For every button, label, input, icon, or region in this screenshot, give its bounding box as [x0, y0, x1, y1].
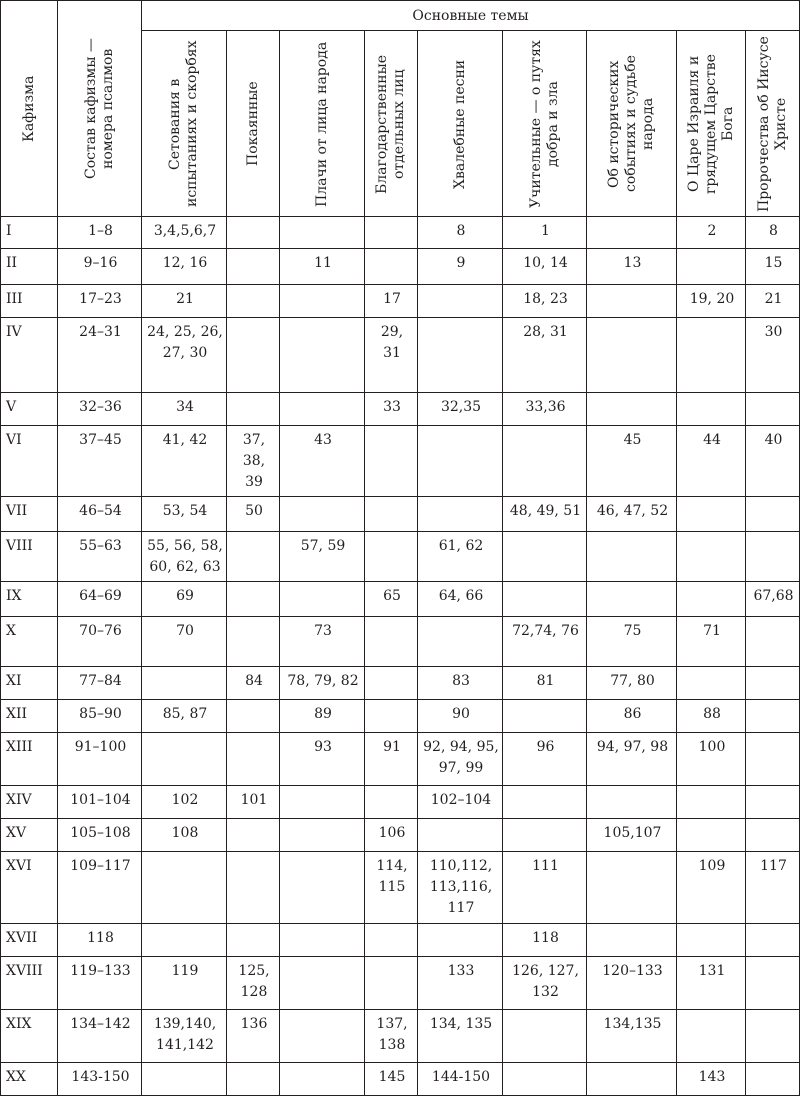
topic-cell [142, 1063, 227, 1096]
topic-cell: 13 [587, 249, 677, 285]
topic-cell: 72,74, 76 [503, 617, 587, 667]
topic-cell [280, 1010, 365, 1063]
topic-cell [227, 819, 280, 852]
topic-cell [142, 733, 227, 786]
topic-cell [280, 285, 365, 318]
psalm-range: 77–84 [58, 667, 142, 700]
topic-cell [227, 393, 280, 426]
table-row [1, 1063, 800, 1096]
topic-cell [365, 217, 418, 249]
psalm-range: 17–23 [58, 285, 142, 318]
kafisma-number: XX [1, 1063, 58, 1096]
topic-cell: 84 [227, 667, 280, 700]
table-row [1, 667, 800, 700]
table-row [1, 497, 800, 532]
topic-cell [746, 700, 800, 733]
psalm-range: 64–69 [58, 582, 142, 617]
psalm-range: 55–63 [58, 532, 142, 582]
header-topic-label: О Царе Израиля и грядущем Царстве Бога [685, 53, 736, 194]
topic-cell: 57, 59 [280, 532, 365, 582]
psalm-range: 37–45 [58, 426, 142, 497]
topic-cell [142, 852, 227, 924]
header-topic [746, 31, 800, 217]
topic-cell [503, 532, 587, 582]
topic-cell [227, 249, 280, 285]
topic-cell [227, 318, 280, 393]
topic-cell [365, 617, 418, 667]
topic-cell [677, 924, 746, 957]
header-topic-label: Учительные — о путях добра и зла [527, 39, 561, 208]
topic-cell: 1 [503, 217, 587, 249]
table-row [1, 786, 800, 819]
topic-cell: 61, 62 [418, 532, 503, 582]
topic-cell [587, 924, 677, 957]
topic-cell [587, 1063, 677, 1096]
topic-cell [418, 924, 503, 957]
topic-cell [280, 852, 365, 924]
topic-cell [142, 667, 227, 700]
topic-cell [227, 617, 280, 667]
table-row [1, 957, 800, 1010]
topic-cell: 109 [677, 852, 746, 924]
kafisma-number: II [1, 249, 58, 285]
topic-cell: 90 [418, 700, 503, 733]
kafisma-number: I [1, 217, 58, 249]
header-topic [677, 31, 746, 217]
topic-cell [677, 393, 746, 426]
topic-cell: 134, 135 [418, 1010, 503, 1063]
topic-cell: 77, 80 [587, 667, 677, 700]
topic-cell [746, 1063, 800, 1096]
header-topic-label: Об исторических событиях и судьбе народа [606, 55, 656, 192]
topic-cell [677, 532, 746, 582]
topic-cell: 102 [142, 786, 227, 819]
topic-cell [280, 819, 365, 852]
topic-cell [227, 217, 280, 249]
topic-cell: 24, 25, 26, 27, 30 [142, 318, 227, 393]
topic-cell: 81 [503, 667, 587, 700]
topic-cell [365, 667, 418, 700]
kafisma-number: IV [1, 318, 58, 393]
topic-cell [746, 393, 800, 426]
topic-cell: 75 [587, 617, 677, 667]
header-topic [280, 31, 365, 217]
topic-cell [418, 819, 503, 852]
header-kafisma [1, 1, 58, 217]
topic-cell [503, 786, 587, 819]
topic-cell [677, 819, 746, 852]
header-topic-label: Покаянные [244, 81, 261, 166]
kafisma-number: VII [1, 497, 58, 532]
topic-cell [746, 667, 800, 700]
topic-cell: 83 [418, 667, 503, 700]
kafisma-number: VI [1, 426, 58, 497]
topic-cell [227, 582, 280, 617]
topic-cell [503, 582, 587, 617]
topic-cell [587, 852, 677, 924]
topic-cell: 145 [365, 1063, 418, 1096]
psalm-range: 143-150 [58, 1063, 142, 1096]
topic-cell: 9 [418, 249, 503, 285]
topic-cell: 96 [503, 733, 587, 786]
table-row [1, 532, 800, 582]
topic-cell: 93 [280, 733, 365, 786]
topic-cell [280, 1063, 365, 1096]
kafisma-number: V [1, 393, 58, 426]
topic-cell [142, 924, 227, 957]
table-row [1, 1010, 800, 1063]
kafisma-number: XVI [1, 852, 58, 924]
header-sostav-label: Состав кафизмы — номера псалмов [82, 38, 116, 179]
topic-cell: 102–104 [418, 786, 503, 819]
topic-cell: 85, 87 [142, 700, 227, 733]
topic-cell: 105,107 [587, 819, 677, 852]
psalm-range: 134–142 [58, 1010, 142, 1063]
topic-cell [746, 532, 800, 582]
topic-cell [280, 924, 365, 957]
topic-cell: 21 [142, 285, 227, 318]
topic-cell [677, 667, 746, 700]
topic-cell: 134,135 [587, 1010, 677, 1063]
topic-cell [280, 957, 365, 1010]
topic-cell: 64, 66 [418, 582, 503, 617]
topic-cell: 71 [677, 617, 746, 667]
topic-cell [677, 497, 746, 532]
topic-cell [503, 1010, 587, 1063]
header-topic-label: Сетования в испытаниях и скорбях [167, 40, 200, 207]
topic-cell: 15 [746, 249, 800, 285]
psalm-range: 91–100 [58, 733, 142, 786]
table-row [1, 217, 800, 249]
header-sostav [58, 1, 142, 217]
header-group-title: Основные темы [142, 1, 800, 31]
topic-cell: 33,36 [503, 393, 587, 426]
psalm-range: 46–54 [58, 497, 142, 532]
header-topic-label: Пророчества об Иисусе Христе [755, 35, 789, 212]
header-topic-label: Благодарственные отдельных лиц [374, 53, 407, 194]
topic-cell: 53, 54 [142, 497, 227, 532]
topic-cell [227, 733, 280, 786]
header-topic [365, 31, 418, 217]
topic-cell [365, 249, 418, 285]
kafisma-number: XV [1, 819, 58, 852]
topic-cell [365, 786, 418, 819]
header-topic [503, 31, 587, 217]
topic-cell: 70 [142, 617, 227, 667]
topic-cell: 18, 23 [503, 285, 587, 318]
psalm-range: 24–31 [58, 318, 142, 393]
topic-cell [418, 285, 503, 318]
table-row [1, 393, 800, 426]
topic-cell: 118 [503, 924, 587, 957]
topic-cell: 114, 115 [365, 852, 418, 924]
table-row [1, 426, 800, 497]
topic-cell [503, 426, 587, 497]
topic-cell: 40 [746, 426, 800, 497]
table-row [1, 582, 800, 617]
psalm-range: 105–108 [58, 819, 142, 852]
table-header [1, 1, 800, 217]
topic-cell: 50 [227, 497, 280, 532]
topic-cell: 29, 31 [365, 318, 418, 393]
topic-cell [677, 582, 746, 617]
kafisma-number: IX [1, 582, 58, 617]
topic-cell: 19, 20 [677, 285, 746, 318]
topic-cell: 46, 47, 52 [587, 497, 677, 532]
topic-cell [746, 617, 800, 667]
topic-cell: 33 [365, 393, 418, 426]
topic-cell [280, 217, 365, 249]
topic-cell: 119 [142, 957, 227, 1010]
psalm-range: 70–76 [58, 617, 142, 667]
topic-cell [227, 852, 280, 924]
topic-cell [503, 1063, 587, 1096]
topic-cell [280, 497, 365, 532]
topic-cell [677, 318, 746, 393]
topic-cell: 69 [142, 582, 227, 617]
topic-cell [227, 532, 280, 582]
header-topic [418, 31, 503, 217]
table-row [1, 700, 800, 733]
topic-cell [365, 924, 418, 957]
psalm-range: 9–16 [58, 249, 142, 285]
topic-cell [365, 957, 418, 1010]
table-body [1, 217, 800, 1096]
kafisma-number: XI [1, 667, 58, 700]
topic-cell: 30 [746, 318, 800, 393]
topic-cell: 92, 94, 95, 97, 99 [418, 733, 503, 786]
topic-cell: 34 [142, 393, 227, 426]
topic-cell [746, 733, 800, 786]
topic-cell [746, 786, 800, 819]
topic-cell: 78, 79, 82 [280, 667, 365, 700]
topic-cell [587, 532, 677, 582]
topic-cell [418, 318, 503, 393]
topic-cell: 137, 138 [365, 1010, 418, 1063]
topic-cell [746, 924, 800, 957]
topic-cell [746, 819, 800, 852]
topic-cell: 131 [677, 957, 746, 1010]
topic-cell [227, 924, 280, 957]
topic-cell [280, 393, 365, 426]
topic-cell: 37, 38, 39 [227, 426, 280, 497]
topic-cell [587, 786, 677, 819]
table-row [1, 285, 800, 318]
topic-cell [365, 700, 418, 733]
kafisma-number: XIV [1, 786, 58, 819]
topic-cell: 17 [365, 285, 418, 318]
topic-cell: 65 [365, 582, 418, 617]
topic-cell [227, 285, 280, 318]
topic-cell [503, 819, 587, 852]
psalm-range: 1–8 [58, 217, 142, 249]
topic-cell: 101 [227, 786, 280, 819]
header-topic [142, 31, 227, 217]
topic-cell [503, 700, 587, 733]
psalm-range: 32–36 [58, 393, 142, 426]
topic-cell: 28, 31 [503, 318, 587, 393]
topic-cell [746, 957, 800, 1010]
psalm-range: 118 [58, 924, 142, 957]
topic-cell: 10, 14 [503, 249, 587, 285]
topic-cell [587, 318, 677, 393]
topic-cell [677, 1010, 746, 1063]
topic-cell: 12, 16 [142, 249, 227, 285]
topic-cell [365, 497, 418, 532]
topic-cell [365, 426, 418, 497]
kafisma-number: III [1, 285, 58, 318]
psalm-range: 119–133 [58, 957, 142, 1010]
table-row [1, 733, 800, 786]
topic-cell: 44 [677, 426, 746, 497]
topic-cell [677, 786, 746, 819]
topic-cell: 143 [677, 1063, 746, 1096]
topic-cell: 88 [677, 700, 746, 733]
kafisma-number: XIII [1, 733, 58, 786]
topic-cell [227, 700, 280, 733]
topic-cell [587, 285, 677, 318]
topic-cell: 43 [280, 426, 365, 497]
topic-cell [418, 497, 503, 532]
header-topic-label: Плачи от лица народа [313, 40, 330, 207]
topic-cell: 106 [365, 819, 418, 852]
topic-cell: 3,4,5,6,7 [142, 217, 227, 249]
topic-cell [587, 582, 677, 617]
topic-cell: 55, 56, 58, 60, 62, 63 [142, 532, 227, 582]
topic-cell [280, 318, 365, 393]
kafisma-number: XVII [1, 924, 58, 957]
topic-cell: 136 [227, 1010, 280, 1063]
topic-cell: 11 [280, 249, 365, 285]
topic-cell: 110,112, 113,116, 117 [418, 852, 503, 924]
topic-cell [280, 786, 365, 819]
topic-cell: 8 [418, 217, 503, 249]
topic-cell: 94, 97, 98 [587, 733, 677, 786]
topic-cell: 108 [142, 819, 227, 852]
topic-cell [587, 217, 677, 249]
table-row [1, 924, 800, 957]
header-topic [227, 31, 280, 217]
topic-cell: 126, 127, 132 [503, 957, 587, 1010]
table-row [1, 852, 800, 924]
kafisma-number: XIX [1, 1010, 58, 1063]
topic-cell: 125, 128 [227, 957, 280, 1010]
topic-cell: 48, 49, 51 [503, 497, 587, 532]
header-topic [587, 31, 677, 217]
table-row [1, 249, 800, 285]
topic-cell [227, 1063, 280, 1096]
psalm-range: 101–104 [58, 786, 142, 819]
table-row [1, 318, 800, 393]
topic-cell: 144-150 [418, 1063, 503, 1096]
kafisma-number: X [1, 617, 58, 667]
topic-cell: 67,68 [746, 582, 800, 617]
topic-cell: 100 [677, 733, 746, 786]
psalm-range: 85–90 [58, 700, 142, 733]
table-row [1, 819, 800, 852]
kafisma-number: XVIII [1, 957, 58, 1010]
kafisma-number: XII [1, 700, 58, 733]
topic-cell: 2 [677, 217, 746, 249]
psalm-range: 109–117 [58, 852, 142, 924]
table-row [1, 617, 800, 667]
topic-cell: 139,140, 141,142 [142, 1010, 227, 1063]
topic-cell: 21 [746, 285, 800, 318]
topic-cell: 41, 42 [142, 426, 227, 497]
topic-cell [587, 393, 677, 426]
header-kafisma-label: Кафизма [20, 75, 37, 142]
topic-cell: 89 [280, 700, 365, 733]
topic-cell: 117 [746, 852, 800, 924]
topic-cell: 73 [280, 617, 365, 667]
header-topic-label: Хвалебные песни [451, 58, 468, 189]
topic-cell [746, 497, 800, 532]
topic-cell: 45 [587, 426, 677, 497]
topic-cell: 86 [587, 700, 677, 733]
topic-cell [418, 617, 503, 667]
kafisma-number: VIII [1, 532, 58, 582]
topic-cell: 111 [503, 852, 587, 924]
topic-cell [365, 532, 418, 582]
topic-cell [280, 582, 365, 617]
topic-cell [746, 1010, 800, 1063]
topic-cell: 133 [418, 957, 503, 1010]
topic-cell [418, 426, 503, 497]
topic-cell: 120–133 [587, 957, 677, 1010]
topic-cell: 91 [365, 733, 418, 786]
topic-cell: 32,35 [418, 393, 503, 426]
topic-cell [677, 249, 746, 285]
topic-cell: 8 [746, 217, 800, 249]
